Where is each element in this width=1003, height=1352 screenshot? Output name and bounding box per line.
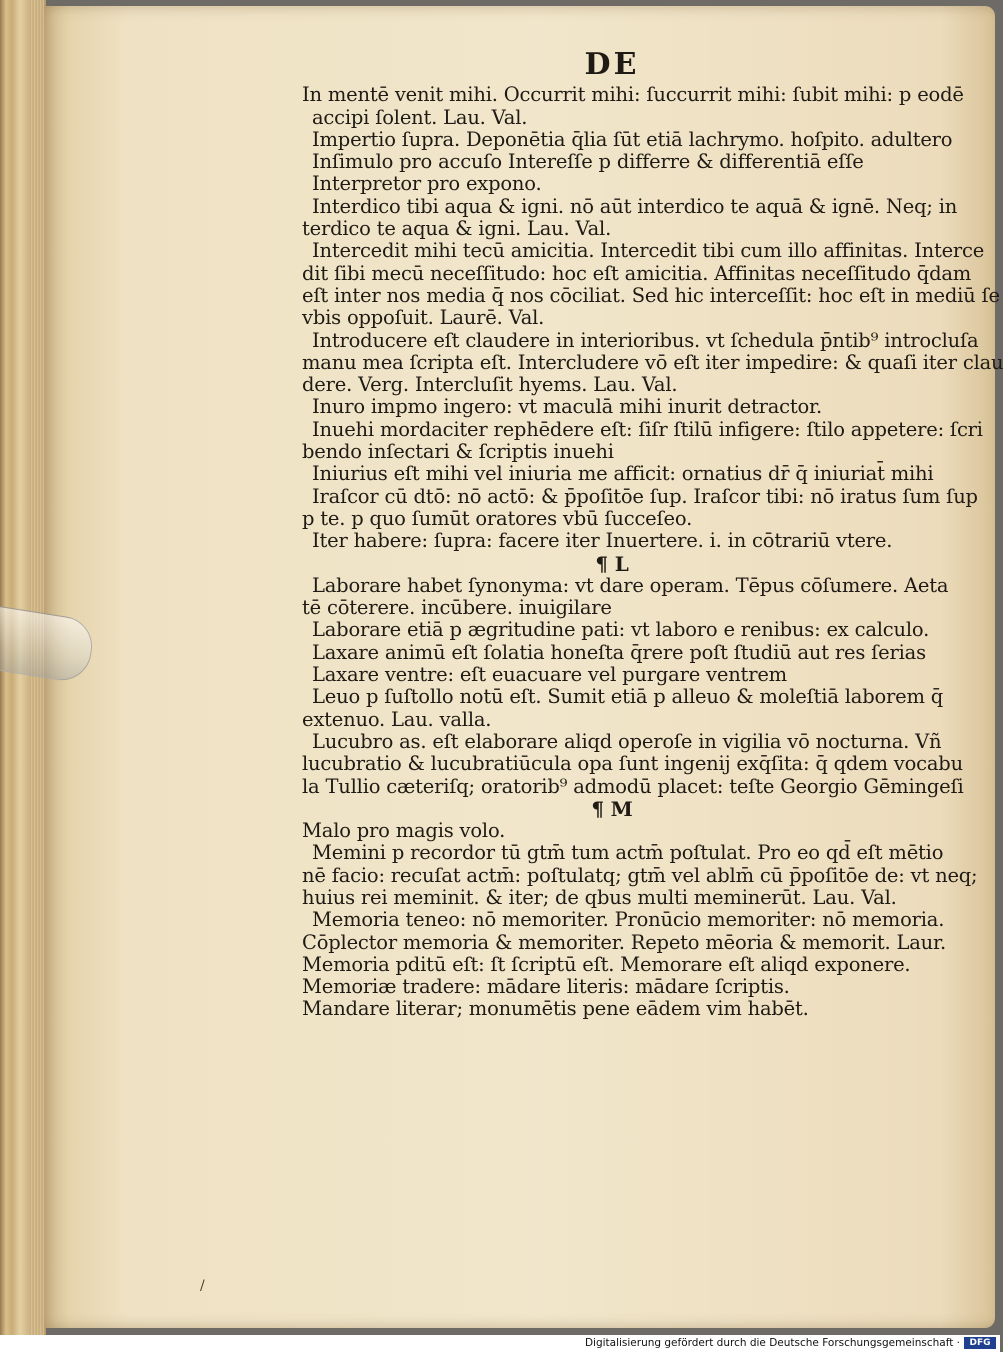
text-line: p te. p quo ſumūt oratores vbū ſucceſeo. <box>302 506 693 530</box>
entries-m <box>302 819 978 1021</box>
text-line: huius rei meminit. & iter; de qbus multi meminerūt. Lau. Val. <box>302 885 897 909</box>
text-line: Laborare etiā p ægritudine pati: vt laboro e renibus: ex calculo. <box>312 618 930 642</box>
section-heading-l: ¶ L <box>595 551 629 576</box>
footer-bar <box>0 1335 1000 1352</box>
text-line: Interdico tibi aqua & igni. nō aūt interdico te aquā & ignē. Neq; in <box>312 194 958 218</box>
text-line: manu mea ſcripta eſt. Intercludere vō eſt iter impedire: & quaſi iter clau <box>302 350 1003 374</box>
text-line: Interpretor pro expono. <box>312 172 542 196</box>
text-line: Memoria pditū eſt: ſt ſcriptū eſt. Memorare eſt aliqd exponere. <box>302 952 911 976</box>
text-line: eſt inter nos media q̄ nos cōciliat. Sed hic interceſſit: hoc eſt in mediū ſe <box>302 283 1000 307</box>
text-line: Laxare ventre: eſt euacuare vel purgare ventrem <box>312 663 787 687</box>
text-line: Memoriæ tradere: mādare literis: mādare ſcriptis. <box>302 975 790 999</box>
text-line: accipi ſolent. Lau. Val. <box>312 105 528 129</box>
text-line: dit ſibi mecū neceſſitudo: hoc eſt amicitia. Affinitas neceſſitudo q̄dam <box>302 261 972 285</box>
text-line: In mentē venit mihi. Occurrit mihi: ſuccurrit mihi: ſubit mihi: p eodē <box>302 83 964 107</box>
dfg-logo: DFG <box>964 1337 996 1349</box>
text-line: Introducere eſt claudere in interioribus. vt ſchedula p̄ntib⁹ introcluſa <box>312 328 979 352</box>
text-line: la Tullio cæteriſq; oratorib⁹ admodū placet: teſte Georgio Gēmingeſi <box>302 774 964 798</box>
text-line: tē cōterere. incūbere. inuigilare <box>302 596 612 620</box>
text-line: dere. Verg. Intercluſit hyems. Lau. Val. <box>302 373 678 397</box>
text-line: Mandare literar; monumētis pene eādem vim habēt. <box>302 997 809 1021</box>
text-line: Impertio ſupra. Deponētia q̄lia ſūt etiā lachrymo. hoſpito. adultero <box>312 127 953 151</box>
entries-i <box>302 83 1003 553</box>
text-line: Inuehi mordaciter rephēdere eſt: ſiſr ſtilū infigere: ſtilo appetere: ſcri <box>312 417 983 441</box>
text-line: extenuo. Lau. valla. <box>302 707 492 731</box>
text-line: vbis oppoſuit. Laurē. Val. <box>302 306 545 330</box>
text-line: Leuo p ſuſtollo notū eſt. Sumit etiā p alleuo & moleſtiā laborem q̄ <box>312 685 944 709</box>
entries-l <box>302 573 964 798</box>
text-line: Iraſcor cū dtō: nō actō: & p̄poſitōe ſup. Iraſcor tibi: nō iratus ſum ſup <box>312 484 978 508</box>
text-line: Malo pro magis volo. <box>302 819 506 843</box>
text-line: Iniurius eſt mihi vel iniuria me afficit: ornatius dr̄ q̄ iniuriat̄ mihi <box>312 462 934 486</box>
text-line: Inſimulo pro accuſo Intereſſe p differre & differentiā eſſe <box>312 150 864 174</box>
ink-mark: / <box>200 1278 205 1294</box>
text-line: Memini p recordor tū gtm̄ tum actm̄ poſtulat. Pro eo qd̄ eſt mētio <box>312 841 944 865</box>
text-line: Iter habere: ſupra: facere iter Inuertere. i. in cōtrariū vtere. <box>312 529 893 553</box>
funding-credit: Digitalisierung gefördert durch die Deutsche Forschungsgemeinschaft · <box>584 1337 960 1349</box>
text-line: Cōplector memoria & memoriter. Repeto mēoria & memorit. Laur. <box>302 930 947 954</box>
page-heading: DE <box>584 47 640 82</box>
text-line: Inuro impmo ingero: vt maculā mihi inurit detractor. <box>312 395 823 419</box>
text-line: bendo inſectari & ſcriptis inuehi <box>302 440 614 464</box>
text-line: Memoria teneo: nō memoriter. Pronūcio memoriter: nō memoria. <box>312 908 945 932</box>
page-text <box>302 47 1003 1021</box>
text-line: Laxare animū eſt ſolatia honeſta q̄rere poſt ſtudiū aut res ſerias <box>312 640 926 664</box>
section-heading-m: ¶ M <box>591 796 633 821</box>
text-line: Laborare habet ſynonyma: vt dare operam. Tēpus cōſumere. Aeta <box>312 573 949 597</box>
text-line: lucubratio & lucubratiūcula opa ſunt ingenij exq̄ſita: q̄ qdem vocabu <box>302 752 963 776</box>
text-line: nē facio: recuſat actm̄: poſtulatq; gtm̄ vel ablm̄ cū p̄poſitōe de: vt neq; <box>302 863 978 887</box>
text-line: Lucubro as. eſt elaborare aliqd operoſe in vigilia vō nocturna. Vñ <box>312 729 942 753</box>
text-line: Intercedit mihi tecū amicitia. Intercedit tibi cum illo affinitas. Interce <box>312 239 985 263</box>
text-line: terdico te aqua & igni. Lau. Val. <box>302 217 612 241</box>
